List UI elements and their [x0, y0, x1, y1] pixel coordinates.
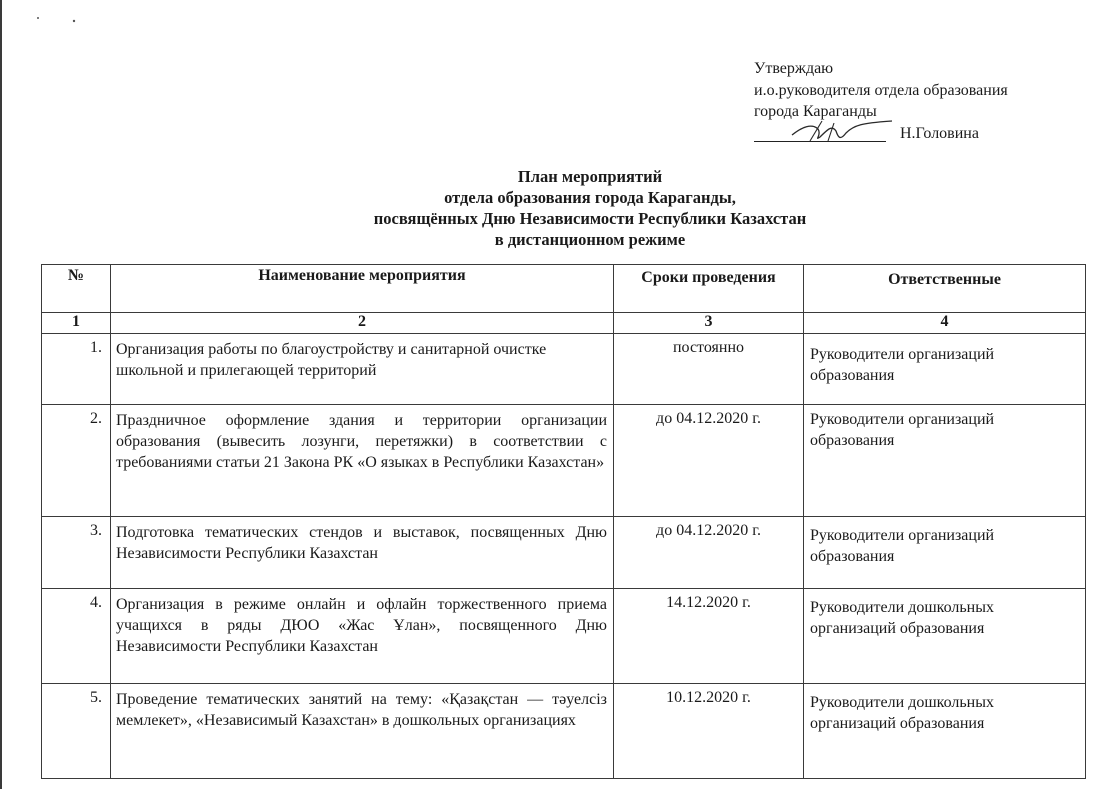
column-number-row: [42, 313, 1086, 334]
event-deadline: до 04.12.2020 г.: [614, 405, 804, 517]
event-responsible: Руководители дошкольных организаций образования: [804, 684, 1086, 779]
row-number: 5.: [42, 684, 111, 779]
column-number: 1: [42, 313, 111, 334]
approval-approve: Утверждаю: [754, 60, 834, 77]
event-name: Организация работы по благоустройству и санитарной очистке школьной и прилегающей территорий: [111, 334, 614, 405]
row-number: 1.: [42, 334, 111, 405]
event-name: Организация в режиме онлайн и офлайн торжественного приема учащихся в ряды ДЮО «Жас Ұлан», посвященного Дню Независимости Республики Казахстан: [111, 589, 614, 684]
title-line-4: в дистанционном режиме: [494, 230, 686, 249]
scan-marks: [36, 14, 86, 32]
table-row: [42, 684, 1086, 779]
signer-name: Н.Головина: [900, 124, 979, 142]
approval-city: города Караганды: [754, 103, 877, 120]
page-title: [240, 166, 940, 250]
header-name: Наименование мероприятия: [111, 265, 614, 313]
event-deadline: до 04.12.2020 г.: [614, 517, 804, 589]
row-number: 4.: [42, 589, 111, 684]
title-line-3: посвящённых Дню Независимости Республики Казахстан: [373, 209, 807, 228]
table-row: [42, 405, 1086, 517]
table-header-row: [42, 265, 1086, 313]
header-deadline: Сроки проведения: [614, 265, 804, 313]
approval-block: [754, 58, 1008, 145]
row-number: 2.: [42, 405, 111, 517]
event-responsible: Руководители организаций образования: [804, 517, 1086, 589]
event-responsible: Руководители дошкольных организаций образования: [804, 589, 1086, 684]
approval-position: и.о.руководителя отдела образования: [754, 81, 1008, 99]
events-table: [41, 264, 1086, 779]
event-deadline: 14.12.2020 г.: [614, 589, 804, 684]
event-deadline: постоянно: [614, 334, 804, 405]
header-responsible: Ответственные: [804, 265, 1086, 313]
row-number: 3.: [42, 517, 111, 589]
column-number: 4: [804, 313, 1086, 334]
signature-image: [788, 117, 898, 147]
table-row: [42, 334, 1086, 405]
event-responsible: Руководители организаций образования: [804, 334, 1086, 405]
signature-row: [754, 123, 1008, 145]
column-number: 2: [111, 313, 614, 334]
column-number: 3: [614, 313, 804, 334]
table-row: [42, 517, 1086, 589]
table-row: [42, 589, 1086, 684]
event-name: Подготовка тематических стендов и выставок, посвященных Дню Независимости Республики Казахстан: [111, 517, 614, 589]
event-name: Праздничное оформление здания и территории организации образования (вывесить лозунги, перетяжки) в соответствии с требованиями статьи 21 Закона РК «О языках в Республики Казахстан»: [111, 405, 614, 517]
event-responsible: Руководители организаций образования: [804, 405, 1086, 517]
title-line-2: отдела образования города Караганды,: [444, 188, 736, 207]
title-line-1: План мероприятий: [517, 167, 663, 186]
event-name: Проведение тематических занятий на тему: «Қазақстан — тәуелсіз мемлекет», «Независимый Казахстан» в дошкольных организациях: [111, 684, 614, 779]
page-edge: [0, 0, 2, 789]
header-number: №: [42, 265, 111, 313]
event-deadline: 10.12.2020 г.: [614, 684, 804, 779]
